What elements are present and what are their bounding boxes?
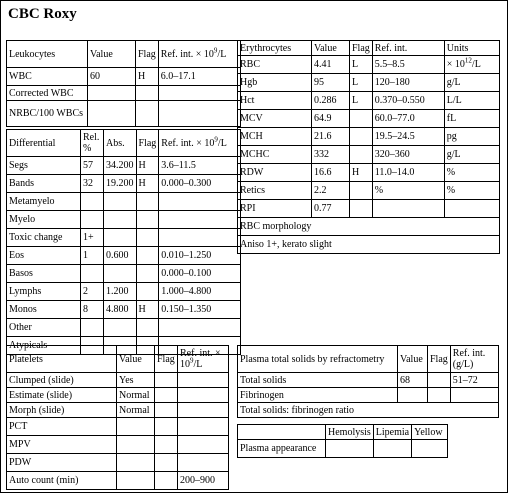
row-ref: 320–360 — [372, 146, 444, 164]
leukocytes-header-label: Leukocytes — [7, 41, 88, 68]
plasma-solids-table — [237, 345, 499, 418]
row-abs: 0.600 — [104, 247, 137, 265]
leukocytes-header-row — [7, 41, 241, 68]
row-flag — [155, 472, 178, 490]
appearance-header-blank — [238, 425, 326, 440]
row-ref: 0.370–0.550 — [372, 92, 444, 110]
row-value — [117, 436, 155, 454]
plasma-header-flag: Flag — [428, 346, 451, 373]
row-rel — [81, 319, 104, 337]
plasma-appearance-table — [237, 424, 448, 458]
row-flag — [350, 182, 373, 200]
row-ref: 11.0–14.0 — [372, 164, 444, 182]
row-value: 0.286 — [312, 92, 350, 110]
row-abs — [104, 229, 137, 247]
erythrocytes-header-row — [238, 41, 500, 56]
row-value — [117, 454, 155, 472]
row-label: Total solids — [238, 373, 398, 388]
table-row — [7, 265, 241, 283]
row-value: 0.77 — [312, 200, 350, 218]
row-ref — [178, 388, 229, 403]
plasma-header-value: Value — [398, 346, 428, 373]
table-row — [238, 56, 500, 74]
row-flag — [136, 247, 159, 265]
table-row — [238, 74, 500, 92]
row-abs: 19.200 — [104, 175, 137, 193]
leukocytes-table — [6, 40, 241, 127]
table-row — [7, 454, 229, 472]
row-rel: 1+ — [81, 229, 104, 247]
row-rel: 32 — [81, 175, 104, 193]
row-ref — [158, 86, 240, 101]
appearance-header-row — [238, 425, 448, 440]
differential-header-rel: Rel. % — [81, 130, 104, 157]
row-ref — [178, 373, 229, 388]
solids-fibrinogen-ratio-label: Total solids: fibrinogen ratio — [238, 403, 499, 418]
row-value: 4.41 — [312, 56, 350, 74]
differential-header-label: Differential — [7, 130, 81, 157]
row-rel — [81, 193, 104, 211]
row-flag — [155, 373, 178, 388]
row-ref — [450, 388, 498, 403]
row-label: Estimate (slide) — [7, 388, 117, 403]
leukocytes-header-flag: Flag — [136, 41, 159, 68]
row-abs: 1.200 — [104, 283, 137, 301]
table-row — [7, 86, 241, 101]
table-row — [7, 229, 241, 247]
appearance-header-lipemia: Lipemia — [373, 425, 411, 440]
row-flag — [428, 373, 451, 388]
erythrocytes-header-label: Erythrocytes — [238, 41, 312, 56]
row-label: MCHC — [238, 146, 312, 164]
row-label: Eos — [7, 247, 81, 265]
table-row — [7, 101, 241, 127]
row-flag — [155, 454, 178, 472]
row-ref: 0.150–1.350 — [159, 301, 241, 319]
row-units: L/L — [444, 92, 499, 110]
row-units: fL — [444, 110, 499, 128]
row-flag — [428, 388, 451, 403]
row-ref — [159, 229, 241, 247]
row-value: 21.6 — [312, 128, 350, 146]
table-row — [238, 128, 500, 146]
row-units: % — [444, 164, 499, 182]
row-abs — [104, 193, 137, 211]
row-label: Retics — [238, 182, 312, 200]
row-flag — [350, 128, 373, 146]
row-ref — [159, 319, 241, 337]
table-row — [238, 440, 448, 458]
row-label: PCT — [7, 418, 117, 436]
row-ref: 120–180 — [372, 74, 444, 92]
platelets-header-label: Platelets — [7, 346, 117, 373]
erythrocytes-header-flag: Flag — [350, 41, 373, 56]
row-value — [398, 388, 428, 403]
platelets-table — [6, 345, 229, 490]
table-row — [7, 211, 241, 229]
row-ref: 0.000–0.100 — [159, 265, 241, 283]
row-label: Atypicals — [7, 337, 81, 355]
table-row — [7, 68, 241, 86]
row-value: Yes — [117, 373, 155, 388]
table-row — [7, 418, 229, 436]
row-flag — [350, 200, 373, 218]
row-ref: 0.010–1.250 — [159, 247, 241, 265]
row-flag: H — [136, 157, 159, 175]
row-label: Lymphs — [7, 283, 81, 301]
table-row — [7, 247, 241, 265]
table-row — [238, 218, 500, 236]
row-units: × $10^{12}/L$ — [444, 56, 499, 74]
row-value: Normal — [117, 403, 155, 418]
row-rel: 57 — [81, 157, 104, 175]
hemolysis-value — [326, 440, 374, 458]
row-units — [444, 200, 499, 218]
row-label: MPV — [7, 436, 117, 454]
leukocytes-header-value: Value — [88, 41, 136, 68]
table-row — [7, 472, 229, 490]
table-row — [7, 175, 241, 193]
erythrocytes-header-ref: Ref. int. — [372, 41, 444, 56]
row-label: Fibrinogen — [238, 388, 398, 403]
row-value: Normal — [117, 388, 155, 403]
row-flag — [136, 101, 159, 127]
row-label: MCH — [238, 128, 312, 146]
table-row — [7, 388, 229, 403]
row-label: RPI — [238, 200, 312, 218]
table-row — [238, 403, 499, 418]
row-ref: 6.0–17.1 — [158, 68, 240, 86]
row-ref — [158, 101, 240, 127]
row-flag — [136, 319, 159, 337]
table-row — [238, 146, 500, 164]
row-value — [117, 418, 155, 436]
row-flag: L — [350, 92, 373, 110]
row-flag: L — [350, 56, 373, 74]
row-units: g/L — [444, 74, 499, 92]
row-ref — [178, 418, 229, 436]
table-row — [7, 403, 229, 418]
differential-header-abs: Abs. — [104, 130, 137, 157]
platelets-header-value: Value — [117, 346, 155, 373]
row-label: Metamyelo — [7, 193, 81, 211]
differential-header-row — [7, 130, 241, 157]
row-label: Basos — [7, 265, 81, 283]
table-row — [7, 157, 241, 175]
row-ref: % — [372, 182, 444, 200]
row-abs — [104, 211, 137, 229]
row-abs — [104, 319, 137, 337]
table-row — [7, 319, 241, 337]
row-rel: 2 — [81, 283, 104, 301]
row-value: 16.6 — [312, 164, 350, 182]
row-label: WBC — [7, 68, 88, 86]
table-row — [238, 182, 500, 200]
row-flag — [155, 436, 178, 454]
table-row — [7, 283, 241, 301]
plasma-header-ref: Ref. int. (g/L) — [450, 346, 498, 373]
erythrocytes-header-units: Units — [444, 41, 499, 56]
table-row — [7, 193, 241, 211]
platelets-header-ref: Ref. int. × $10^9/L$ — [178, 346, 229, 373]
row-value: 2.2 — [312, 182, 350, 200]
row-flag: H — [136, 175, 159, 193]
row-ref — [159, 211, 241, 229]
table-row — [238, 388, 499, 403]
row-label: Toxic change — [7, 229, 81, 247]
row-ref — [178, 403, 229, 418]
row-label: Hct — [238, 92, 312, 110]
row-flag: L — [350, 74, 373, 92]
row-units: % — [444, 182, 499, 200]
row-rel: 8 — [81, 301, 104, 319]
row-label: Auto count (min) — [7, 472, 117, 490]
row-label: Bands — [7, 175, 81, 193]
row-flag — [350, 146, 373, 164]
differential-header-ref: Ref. int. × $10^9/L$ — [159, 130, 241, 157]
rbc-morphology-label: RBC morphology — [238, 218, 500, 236]
row-flag: H — [350, 164, 373, 182]
lipemia-value — [373, 440, 411, 458]
table-row — [238, 92, 500, 110]
row-ref: 19.5–24.5 — [372, 128, 444, 146]
plasma-header-label: Plasma total solids by refractometry — [238, 346, 398, 373]
row-flag: H — [136, 68, 159, 86]
row-ref: 0.000–0.300 — [159, 175, 241, 193]
plasma-appearance-label: Plasma appearance — [238, 440, 326, 458]
row-ref — [178, 454, 229, 472]
row-label: Clumped (slide) — [7, 373, 117, 388]
table-row — [238, 200, 500, 218]
row-ref: 60.0–77.0 — [372, 110, 444, 128]
row-abs: 34.200 — [104, 157, 137, 175]
row-label: Myelo — [7, 211, 81, 229]
table-row — [238, 373, 499, 388]
row-abs: 4.800 — [104, 301, 137, 319]
row-flag — [155, 403, 178, 418]
row-ref — [372, 200, 444, 218]
row-label: PDW — [7, 454, 117, 472]
row-flag — [155, 418, 178, 436]
row-units: pg — [444, 128, 499, 146]
row-rel — [81, 211, 104, 229]
row-ref: 200–900 — [178, 472, 229, 490]
row-rel: 1 — [81, 247, 104, 265]
row-label: Morph (slide) — [7, 403, 117, 418]
plasma-header-row — [238, 346, 499, 373]
row-flag — [136, 211, 159, 229]
row-value — [88, 86, 136, 101]
row-rel — [81, 265, 104, 283]
table-row — [7, 301, 241, 319]
row-label: RBC — [238, 56, 312, 74]
row-flag — [350, 110, 373, 128]
table-row — [7, 436, 229, 454]
erythrocytes-table — [237, 40, 500, 254]
yellow-value — [412, 440, 448, 458]
row-flag — [136, 229, 159, 247]
row-ref: 1.000–4.800 — [159, 283, 241, 301]
row-flag — [136, 193, 159, 211]
platelets-header-row — [7, 346, 229, 373]
row-value — [88, 101, 136, 127]
row-label: Hgb — [238, 74, 312, 92]
appearance-header-yellow: Yellow — [412, 425, 448, 440]
row-label: MCV — [238, 110, 312, 128]
row-label: Segs — [7, 157, 81, 175]
row-value: 64.9 — [312, 110, 350, 128]
row-value: 60 — [88, 68, 136, 86]
row-abs — [104, 265, 137, 283]
row-ref: 3.6–11.5 — [159, 157, 241, 175]
platelets-header-flag: Flag — [155, 346, 178, 373]
table-row — [238, 236, 500, 254]
row-label: Corrected WBC — [7, 86, 88, 101]
erythrocytes-header-value: Value — [312, 41, 350, 56]
row-label: Other — [7, 319, 81, 337]
leukocytes-header-ref: Ref. int. × $10^9/L$ — [158, 41, 240, 68]
row-flag — [155, 388, 178, 403]
row-label: NRBC/100 WBCs — [7, 101, 88, 127]
table-row — [238, 164, 500, 182]
row-ref: 5.5–8.5 — [372, 56, 444, 74]
row-value: 95 — [312, 74, 350, 92]
row-value — [117, 472, 155, 490]
appearance-header-hemolysis: Hemolysis — [326, 425, 374, 440]
differential-table — [6, 129, 241, 355]
row-ref — [159, 193, 241, 211]
row-label: RDW — [238, 164, 312, 182]
report-title: CBC Roxy — [8, 6, 77, 22]
row-flag: H — [136, 301, 159, 319]
rbc-morphology-value: Aniso 1+, kerato slight — [238, 236, 500, 254]
table-row — [7, 373, 229, 388]
row-flag — [136, 265, 159, 283]
row-flag — [136, 283, 159, 301]
differential-header-flag: Flag — [136, 130, 159, 157]
table-row — [238, 110, 500, 128]
row-units: g/L — [444, 146, 499, 164]
row-ref — [178, 436, 229, 454]
row-label: Monos — [7, 301, 81, 319]
row-flag — [136, 86, 159, 101]
row-ref: 51–72 — [450, 373, 498, 388]
row-value: 332 — [312, 146, 350, 164]
row-value: 68 — [398, 373, 428, 388]
